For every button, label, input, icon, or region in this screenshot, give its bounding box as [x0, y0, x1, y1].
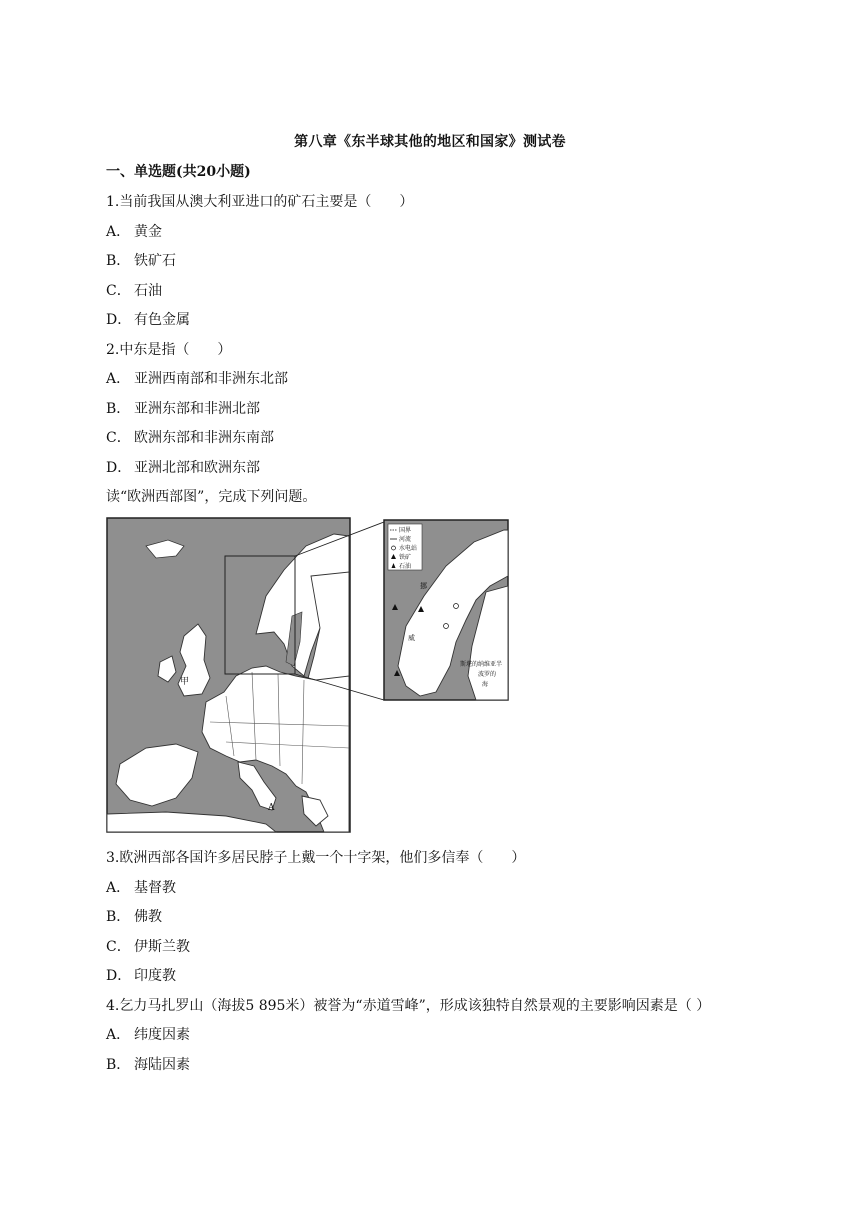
question-2-option-c — [106, 427, 274, 447]
question-4-option-b — [106, 1054, 190, 1074]
question-2-option-d — [106, 457, 260, 477]
scandinavia-label: 挪 — [420, 582, 427, 590]
question-1-option-b — [106, 250, 176, 270]
option-text: 欧洲东部和非洲东南部 — [134, 430, 274, 446]
legend-oil: 石油 — [399, 563, 412, 570]
west-europe-map — [106, 516, 510, 834]
question-2-option-a — [106, 368, 288, 388]
question-2-stem: 2.中东是指（ ） — [106, 342, 232, 358]
option-text: 亚洲东部和非洲北部 — [134, 401, 260, 417]
baltic-label: 波罗的 — [478, 671, 497, 678]
question-4-stem: 4.乞力马扎罗山（海拔5 895米）被誉为“赤道雪峰”，形成该独特自然景观的主要影响因素是（ ） — [106, 998, 711, 1014]
question-1-stem: 1.当前我国从澳大利亚进口的矿石主要是（ ） — [106, 194, 414, 210]
option-letter: D． — [106, 312, 132, 328]
option-letter: C． — [106, 283, 131, 299]
option-letter: A． — [106, 880, 131, 896]
option-letter: A． — [106, 224, 131, 240]
option-text: 伊斯兰教 — [134, 939, 190, 955]
option-text: 基督教 — [134, 880, 176, 896]
question-1-option-a — [106, 221, 162, 241]
med-label: A — [268, 803, 275, 813]
option-letter: A． — [106, 371, 131, 387]
legend-river: 河流 — [399, 536, 412, 543]
option-text: 佛教 — [134, 909, 162, 925]
option-text: 石油 — [134, 283, 162, 299]
option-text: 黄金 — [134, 224, 162, 240]
option-text: 印度教 — [134, 968, 176, 984]
question-1-option-d — [106, 309, 190, 329]
question-4-option-a — [106, 1024, 190, 1044]
section-heading: 一、单选题(共20小题) — [106, 164, 251, 180]
option-text: 亚洲北部和欧洲东部 — [134, 460, 260, 476]
west-label: 威 — [408, 634, 415, 642]
option-letter: C． — [106, 939, 131, 955]
option-letter: C． — [106, 430, 131, 446]
map-svg — [106, 516, 510, 834]
option-text: 亚洲西南部和非洲东北部 — [134, 371, 288, 387]
legend-hydro: 水电站 — [399, 545, 418, 552]
question-3-option-c — [106, 936, 190, 956]
option-letter: B． — [106, 909, 131, 925]
legend-iron: 铁矿 — [399, 554, 412, 561]
option-letter: B． — [106, 1057, 131, 1073]
option-text: 有色金属 — [134, 312, 190, 328]
option-letter: A． — [106, 1027, 131, 1043]
question-3-option-d — [106, 965, 176, 985]
document-title: 第八章《东半球其他的地区和国家》测试卷 — [294, 134, 566, 150]
question-3-stem: 3.欧洲西部各国许多居民脖子上戴一个十字架，他们多信奉（ ） — [106, 850, 526, 866]
peninsula-label: 斯堪的纳维亚半 — [460, 661, 503, 668]
question-1-option-c — [106, 280, 162, 300]
question-2-option-b — [106, 398, 260, 418]
option-text: 海陆因素 — [134, 1057, 190, 1073]
option-letter: B． — [106, 401, 131, 417]
option-letter: D． — [106, 968, 132, 984]
uk-label: 甲 — [180, 677, 190, 687]
option-text: 纬度因素 — [134, 1027, 190, 1043]
option-letter: D． — [106, 460, 132, 476]
sea-label: 海 — [482, 681, 489, 688]
option-letter: B． — [106, 253, 131, 269]
option-text: 铁矿石 — [134, 253, 176, 269]
legend-border: 国界 — [399, 527, 412, 534]
map-intro: 读“欧洲西部图”，完成下列问题。 — [106, 489, 317, 505]
question-3-option-a — [106, 877, 176, 897]
question-3-option-b — [106, 906, 162, 926]
